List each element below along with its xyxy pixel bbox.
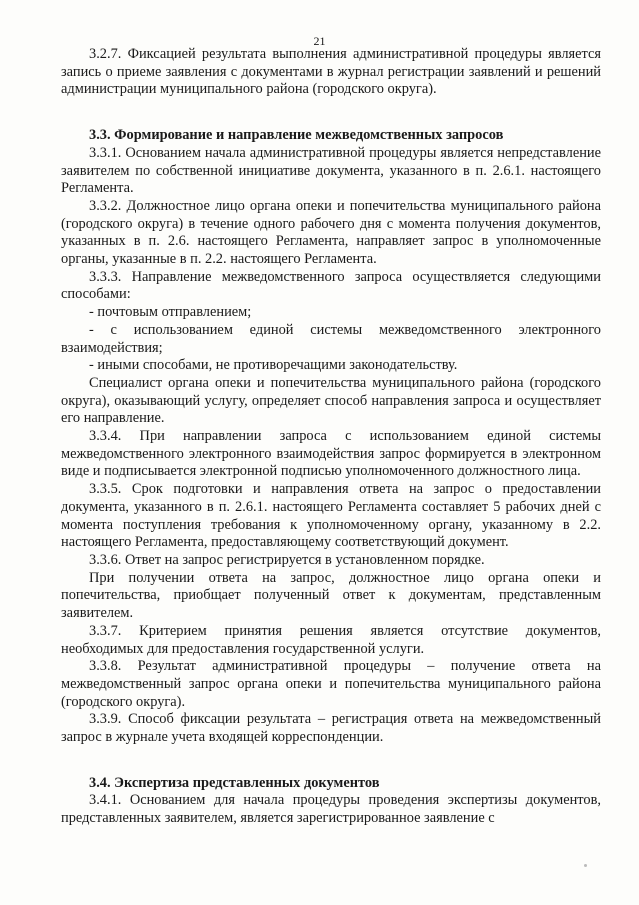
paragraph-3-3-5: 3.3.5. Срок подготовки и направления ответа на запрос о предоставлении документа, указанного в п. 2.6.1. настоящего Регламента составляет 5 рабочих дней с момента поступления требования к уполномоченному органу, указанному в 2.2. настоящего Регламента, предоставляющему соответствующий документ.	[61, 481, 601, 551]
paragraph-specialist: Специалист органа опеки и попечительства муниципального района (городского округа), оказывающий услугу, определяет способ направления запроса и осуществляет его направление.	[61, 374, 601, 427]
list-item-other: - иными способами, не противоречащими законодательству.	[89, 357, 458, 374]
paragraph-3-2-7: 3.2.7. Фиксацией результата выполнения административной процедуры является запись о приеме заявления с документами в журнал регистрации заявлений и решений администрации муниципального района (городского округа).	[61, 46, 601, 98]
paragraph-3-3-2: 3.3.2. Должностное лицо органа опеки и попечительства муниципального района (городского округа) в течение одного рабочего дня с момента получения документов, указанных в п. 2.6. настоящего Регламента, направляет запрос в уполномоченные органы, указанные в п. 2.2. настоящего Регламента.	[61, 197, 601, 268]
list-item-smev: - с использованием единой системы межведомственного электронного взаимодействия;	[61, 321, 601, 356]
paragraph-3-3-7: 3.3.7. Критерием принятия решения является отсутствие документов, необходимых для предоставления государственной услуги.	[61, 622, 601, 657]
paragraph-response: При получении ответа на запрос, должностное лицо органа опеки и попечительства, приобщает полученный ответ к документам, представленным заявителем.	[61, 569, 601, 622]
section-heading-3-4: 3.4. Экспертиза представленных документов	[89, 774, 380, 791]
paragraph-3-3-8: 3.3.8. Результат административной процедуры – получение ответа на межведомственный запрос органа опеки и попечительства муниципального района (городского округа).	[61, 658, 601, 710]
section-heading-3-3: 3.3. Формирование и направление межведомственных запросов	[89, 127, 504, 144]
paragraph-3-3-6: 3.3.6. Ответ на запрос регистрируется в установленном порядке.	[89, 551, 485, 568]
paragraph-3-3-1: 3.3.1. Основанием начала административной процедуры является непредставление заявителем по собственной инициативе документа, указанного в п. 2.6.1. настоящего Регламента.	[61, 144, 601, 197]
paragraph-3-4-1: 3.4.1. Основанием для начала процедуры проведения экспертизы документов, представленных заявителем, является зарегистрированное заявление с	[61, 792, 601, 827]
list-item-postal: - почтовым отправлением;	[89, 304, 252, 321]
page-number: 21	[313, 34, 326, 48]
paragraph-3-3-9: 3.3.9. Способ фиксации результата – регистрация ответа на межведомственный запрос в журнале учета входящей корреспонденции.	[61, 711, 601, 746]
scan-dot	[584, 864, 587, 867]
paragraph-3-3-3: 3.3.3. Направление межведомственного запроса осуществляется следующими способами:	[61, 268, 601, 303]
page-body	[61, 46, 601, 828]
paragraph-3-3-4: 3.3.4. При направлении запроса с использованием единой системы межведомственного электронного взаимодействия запрос формируется в электронном виде и подписывается электронной подписью уполномоченного должностного лица.	[61, 428, 601, 480]
